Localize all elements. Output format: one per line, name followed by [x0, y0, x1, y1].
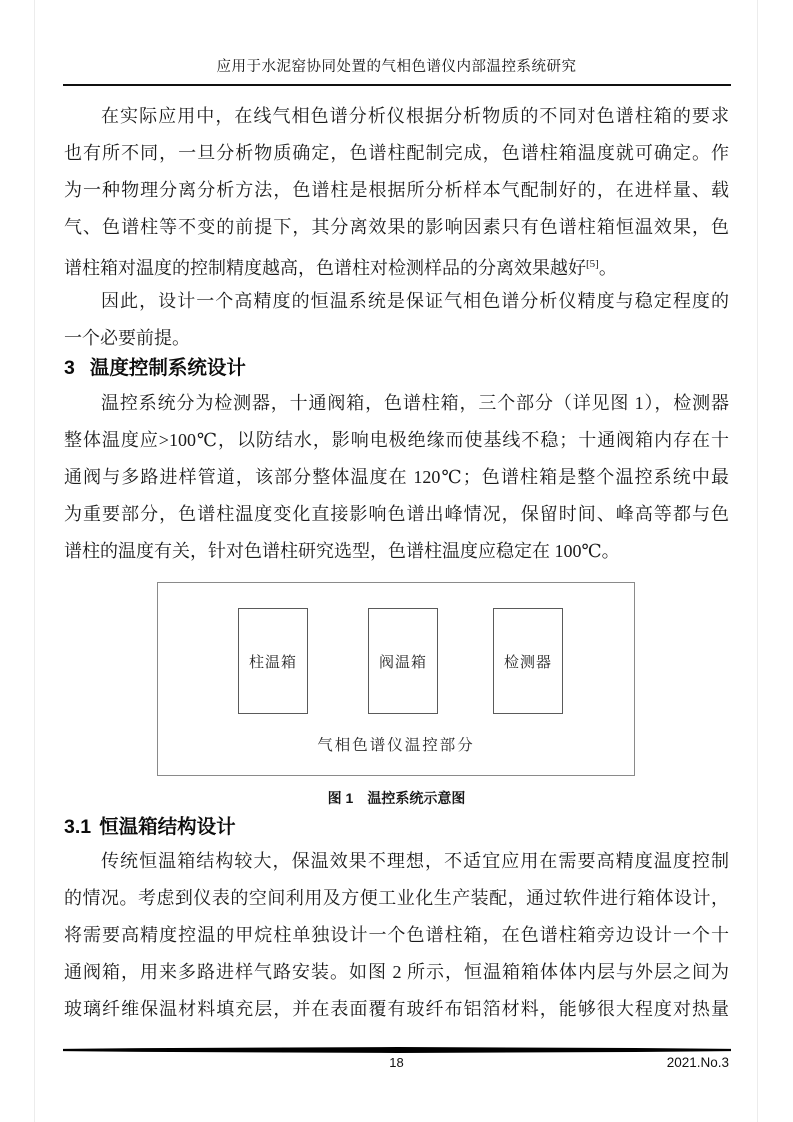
paragraph-line: 温控系统分为检测器，十通阀箱，色谱柱箱，三个部分（详见图 1），检测器: [101, 393, 729, 413]
paragraph-2: [64, 283, 729, 357]
paragraph-line: [64, 246, 729, 283]
paragraph-line: 也有所不同，一旦分析物质确定，色谱柱配制完成，色谱柱箱温度就可确定。作: [64, 143, 729, 163]
paragraph-line: 因此，设计一个高精度的恒温系统是保证气相色谱分析仪精度与稳定程度的: [101, 291, 729, 311]
running-head-title: 应用于水泥窑协同处置的气相色谱仪内部温控系统研究: [216, 59, 577, 75]
paragraph-line: 谱柱的温度有关，针对色谱柱研究选型，色谱柱温度应稳定在 100℃。: [64, 541, 620, 561]
figure-1-diagram: [157, 582, 635, 776]
section-number: 3: [64, 357, 75, 379]
figure-inner-label: 气相色谱仪温控部分: [317, 737, 475, 754]
figure-box-column-oven: 柱温箱: [238, 608, 308, 714]
paragraph-text: 谱柱箱对温度的控制精度越高，色谱柱对检测样品的分离效果越好: [64, 258, 586, 278]
section-heading-3-1: [64, 813, 729, 841]
citation-ref: [5]: [586, 258, 599, 270]
paragraph-line: 气、色谱柱等不变的前提下，其分离效果的影响因素只有色谱柱箱恒温效果，色: [64, 217, 729, 237]
paragraph-line: 传统恒温箱结构较大，保温效果不理想，不适宜应用在需要高精度温度控制: [101, 851, 729, 871]
paragraph-line: 一个必要前提。: [64, 328, 190, 348]
footer-divider: [63, 1047, 731, 1053]
paragraph-line: 在实际应用中，在线气相色谱分析仪根据分析物质的不同对色谱柱箱的要求: [101, 106, 729, 126]
figure-box-detector: 检测器: [493, 608, 563, 714]
scan-edge-left: [34, 0, 35, 1122]
paragraph-1: [64, 98, 729, 283]
section-number: 3.1: [64, 816, 92, 838]
figure-caption: [64, 789, 729, 807]
section-title: 恒温箱结构设计: [99, 816, 236, 838]
paragraph-line: 玻璃纤维保温材料填充层，并在表面覆有玻纤布铝箔材料，能够很大程度对热量: [64, 999, 729, 1019]
paragraph-3: [64, 385, 729, 570]
header-divider: [63, 84, 731, 86]
figure-box-valve-oven: 阀温箱: [368, 608, 438, 714]
paragraph-line: 的情况。考虑到仪表的空间利用及方便工业化生产装配，通过软件进行箱体设计，: [64, 888, 729, 908]
paragraph-line: 通阀与多路进样管道，该部分整体温度在 120℃；色谱柱箱是整个温控系统中最: [64, 467, 729, 487]
scan-edge-right: [757, 0, 758, 1122]
figure-caption-title: 温控系统示意图: [367, 790, 466, 806]
section-title: 温度控制系统设计: [89, 357, 246, 379]
figure-caption-number: 图 1: [327, 790, 354, 806]
paragraph-line: 通阀箱，用来多路进样气路安装。如图 2 所示，恒温箱箱体体内层与外层之间为: [64, 962, 729, 982]
paragraph-text: 。: [598, 258, 617, 278]
paragraph-line: 整体温度应>100℃，以防结水，影响电极绝缘而使基线不稳；十通阀箱内存在十: [64, 430, 729, 450]
page-body: [64, 98, 729, 1028]
paragraph-line: 为一种物理分离分析方法，色谱柱是根据所分析样本气配制好的，在进样量、载: [64, 180, 729, 200]
paragraph-line: 将需要高精度控温的甲烷柱单独设计一个色谱柱箱，在色谱柱箱旁边设计一个十: [64, 925, 729, 945]
paragraph-4: [64, 843, 729, 1028]
paragraph-line: 为重要部分，色谱柱温度变化直接影响色谱出峰情况，保留时间、峰高等都与色: [64, 504, 729, 524]
page-number: 18: [389, 1055, 404, 1070]
issue-number: 2021.No.3: [666, 1055, 729, 1070]
section-heading-3: [64, 352, 729, 385]
